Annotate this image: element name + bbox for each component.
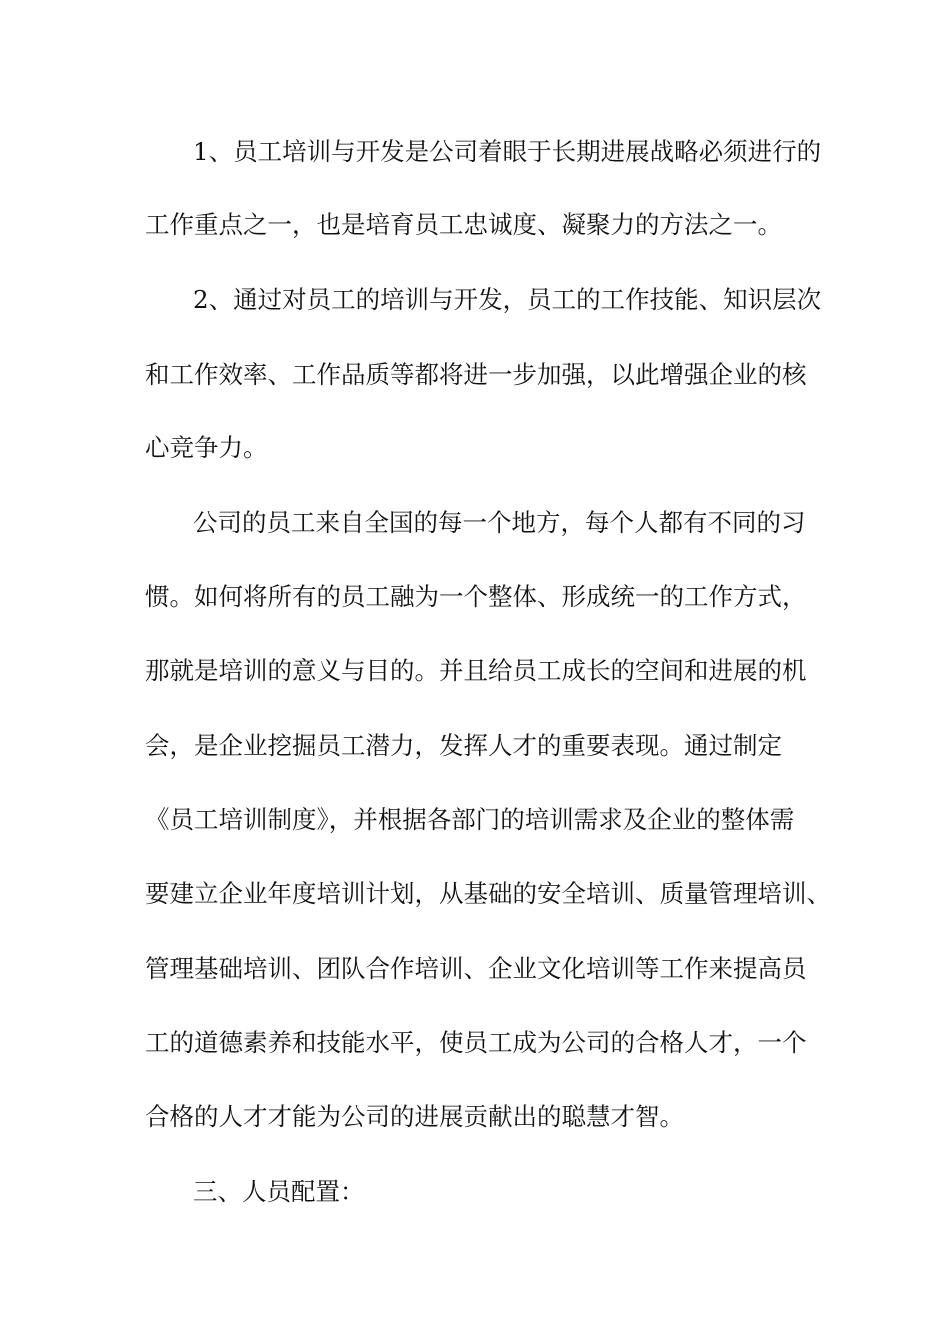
paragraph-2-line-2: 和工作效率、工作品质等都将进一步加强，以此增强企业的核 (145, 360, 807, 389)
paragraph-2-line-1: 2、通过对员工的培训与开发，员工的工作技能、知识层次 (193, 285, 822, 314)
paragraph-3-line-8: 工的道德素养和技能水平，使员工成为公司的合格人才，一个 (145, 1028, 807, 1057)
paragraph-1-line-2: 工作重点之一，也是培育员工忠诚度、凝聚力的方法之一。 (145, 210, 782, 239)
paragraph-3-line-6: 要建立企业年度培训计划，从基础的安全培训、质量管理培训、 (145, 879, 831, 908)
paragraph-3-line-7: 管理基础培训、团队合作培训、企业文化培训等工作来提高员 (145, 954, 807, 983)
section-heading: 三、人员配置： (193, 1177, 365, 1206)
paragraph-2-line-3: 心竞争力。 (145, 433, 268, 462)
paragraph-3-line-5: 《员工培训制度》，并根据各部门的培训需求及企业的整体需 (145, 805, 795, 834)
paragraph-3-line-9: 合格的人才才能为公司的进展贡献出的聪慧才智。 (145, 1102, 684, 1131)
paragraph-3-line-2: 惯。如何将所有的员工融为一个整体、形成统一的工作方式， (145, 582, 807, 611)
paragraph-3-line-4: 会，是企业挖掘员工潜力，发挥人才的重要表现。通过制定 (145, 731, 782, 760)
paragraph-3-line-1: 公司的员工来自全国的每一个地方，每个人都有不同的习 (193, 508, 806, 537)
paragraph-1-line-1: 1、员工培训与开发是公司着眼于长期进展战略必须进行的 (193, 137, 822, 166)
paragraph-3-line-3: 那就是培训的意义与目的。并且给员工成长的空间和进展的机 (145, 656, 807, 685)
